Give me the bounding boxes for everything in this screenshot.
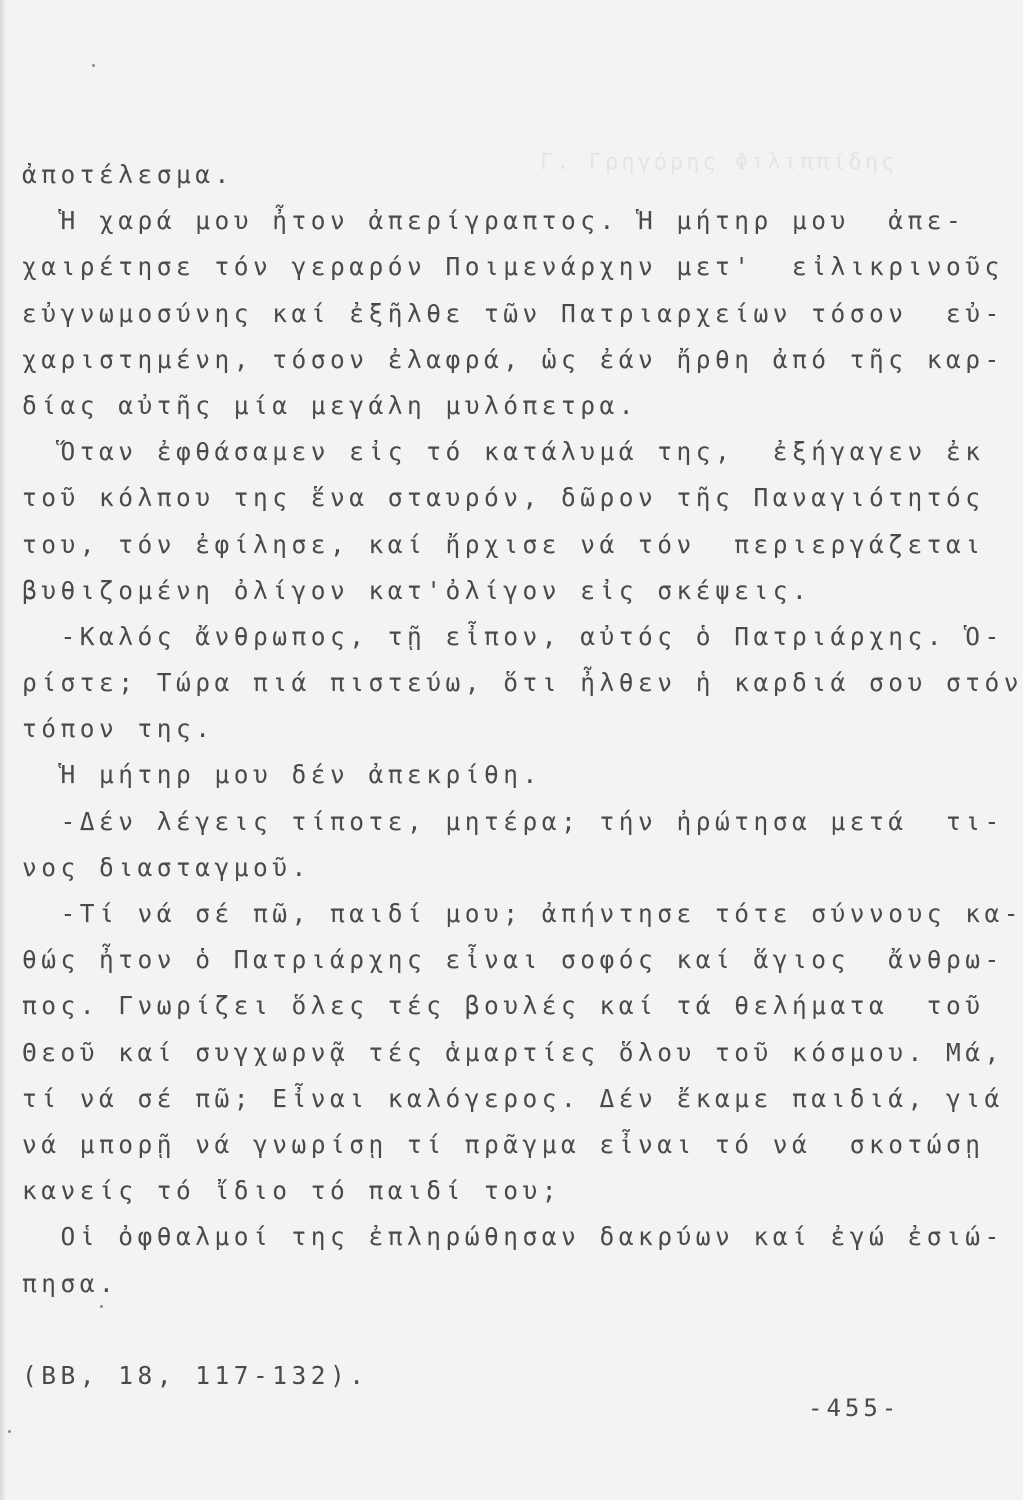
page-number: -455- xyxy=(808,1394,901,1422)
text-line: πησα. xyxy=(22,1268,119,1298)
speck xyxy=(8,1430,11,1433)
text-line: Θεοῦ καί συγχωρνᾷ τές ἁμαρτίες ὅλου τοῦ κόσμου. Μά, xyxy=(22,1037,1004,1067)
text-line: πος. Γνωρίζει ὅλες τές βουλές καί τά θελήματα τοῦ xyxy=(22,991,985,1021)
text-line: τοῦ κόλπου της ἕνα σταυρόν, δῶρον τῆς Παναγιότητός xyxy=(22,483,985,513)
speck xyxy=(100,1305,103,1308)
text-line: νος διασταγμοῦ. xyxy=(22,852,311,882)
text-line: θώς ἦτον ὁ Πατριάρχης εἶναι σοφός καί ἅγιος ἄνθρω- xyxy=(22,945,1004,975)
citation: (ΒΒ, 18, 117-132). xyxy=(22,1360,369,1390)
text-line: Οἱ ὀφθαλμοί της ἐπληρώθησαν δακρύων καί ἐγώ ἐσιώ- xyxy=(22,1222,1004,1252)
text-line: τί νά σέ πῶ; Εἶναι καλόγερος. Δέν ἔκαμε παιδιά, γιά xyxy=(22,1083,1004,1113)
text-line: χαιρέτησε τόν γεραρόν Ποιμενάρχην μετ' εἰλικρινοῦς xyxy=(22,252,1004,282)
text-line: -Δέν λέγεις τίποτε, μητέρα; τήν ἠρώτησα μετά τι- xyxy=(22,806,1004,836)
text-line: κανείς τό ἴδιο τό παιδί του; xyxy=(22,1176,562,1206)
body-text xyxy=(22,152,1023,1399)
text-line: του, τόν ἐφίλησε, καί ἤρχισε νά τόν περιεργάζεται xyxy=(22,529,985,559)
text-line: βυθιζομένη ὀλίγον κατ'ὀλίγον εἰς σκέψεις. xyxy=(22,575,812,605)
text-line: -Καλός ἄνθρωπος, τῇ εἶπον, αὐτός ὁ Πατριάρχης. Ὁ- xyxy=(22,621,1004,651)
text-line: χαριστημένη, τόσον ἐλαφρά, ὡς ἐάν ἤρθη ἀπό τῆς καρ- xyxy=(22,344,1004,374)
text-line: δίας αὐτῆς μία μεγάλη μυλόπετρα. xyxy=(22,390,639,420)
speck xyxy=(92,64,95,67)
text-line: ἀποτέλεσμα. xyxy=(22,160,234,189)
text-line: -Τί νά σέ πῶ, παιδί μου; ἀπήντησε τότε σύννους κα- xyxy=(22,899,1023,928)
text-line: Ἡ μήτηρ μου δέν ἀπεκρίθη. xyxy=(22,760,542,790)
text-line: Ἡ χαρά μου ἦτον ἀπερίγραπτος. Ἡ μήτηρ μου ἀπε- xyxy=(22,206,966,236)
text-line: Ὅταν ἐφθάσαμεν εἰς τό κατάλυμά της, ἐξήγαγεν ἐκ xyxy=(22,437,985,467)
text-line: ρίστε; Τώρα πιά πιστεύω, ὅτι ἦλθεν ἡ καρδιά σου στόν xyxy=(22,668,1023,698)
text-line: νά μπορῇ νά γνωρίσῃ τί πρᾶγμα εἶναι τό νά σκοτώσῃ xyxy=(22,1129,985,1159)
text-line: τόπον της. xyxy=(22,714,215,744)
page-edge xyxy=(0,0,6,1500)
paragraph-gap xyxy=(22,1307,902,1353)
text-line: εὐγνωμοσύνης καί ἐξῆλθε τῶν Πατριαρχείων τόσον εὐ- xyxy=(22,298,1004,328)
bleed-through-text: Γ. Γρηγόρης Φιλιππίδης xyxy=(540,150,898,175)
